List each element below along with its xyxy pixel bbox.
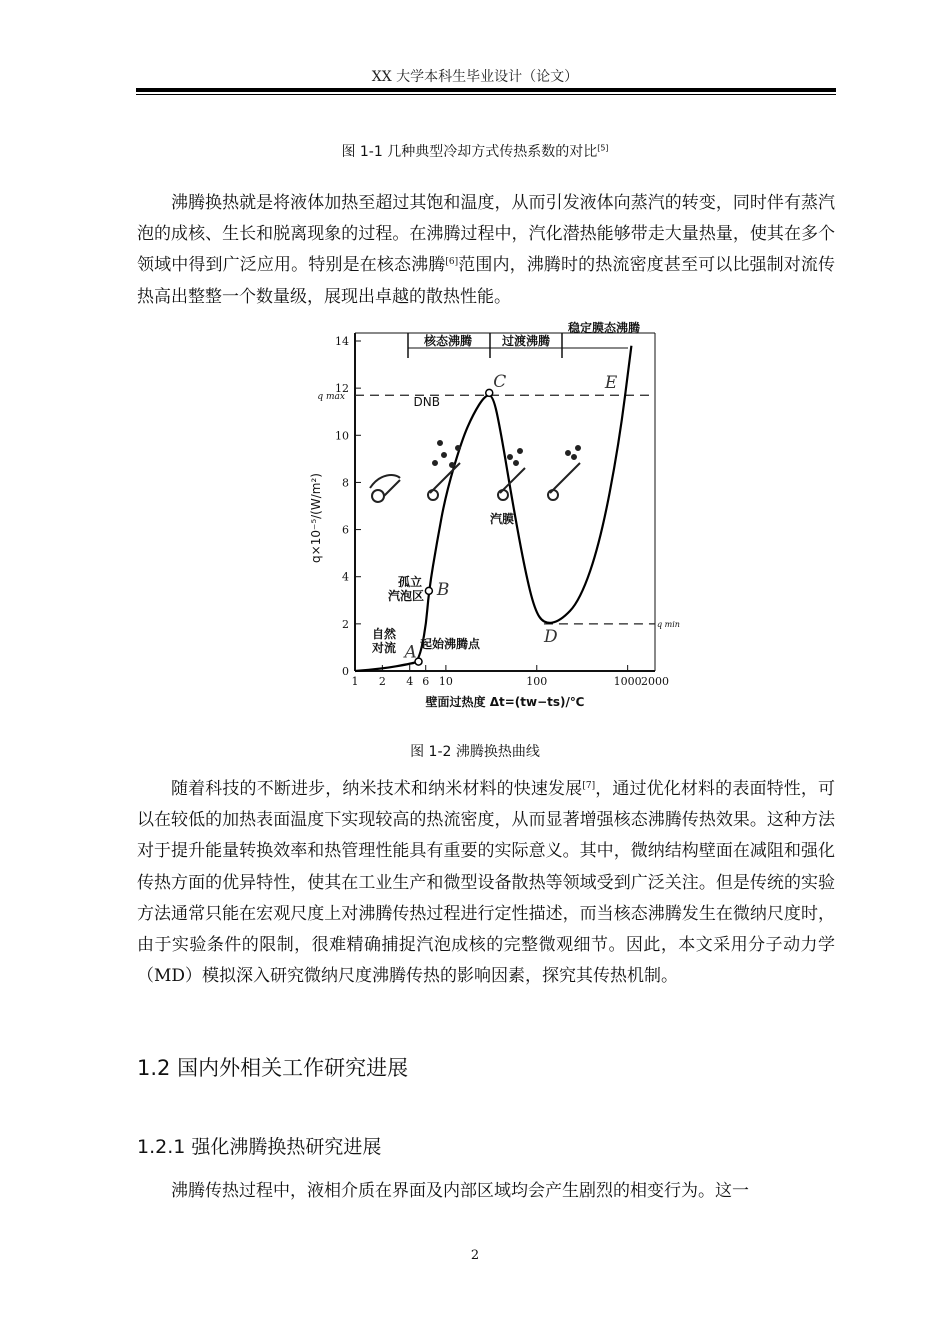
- qmax-label: q max: [317, 392, 345, 403]
- point-label-C: C: [493, 371, 507, 392]
- annotation-dnb: DNB: [413, 395, 440, 409]
- y-tick-label: 10: [335, 429, 349, 443]
- region-bar: [408, 320, 640, 358]
- annotation-onset-boiling: 起始沸腾点: [420, 637, 481, 651]
- region-label-nucleate: 核态沸腾: [423, 334, 473, 348]
- annotation-line: 自然: [372, 627, 397, 641]
- annotation-vapor-film: 汽膜: [490, 512, 515, 526]
- y-tick-label: 12: [335, 382, 349, 396]
- figure-1-1-caption-text: 图 1-1 几种典型冷却方式传热系数的对比: [341, 144, 598, 160]
- figure-1-2-caption: 图 1-2 沸腾换热曲线: [410, 744, 540, 760]
- tube-sketch: [428, 441, 460, 500]
- y-axis-label: q×10⁻⁵/(W/m²): [309, 473, 323, 563]
- x-tick-label: 2: [378, 675, 386, 688]
- header-rule-thin: [136, 94, 836, 95]
- section-heading: 1.2 国内外相关工作研究进展: [137, 1056, 409, 1080]
- x-tick-label: 100: [526, 675, 548, 688]
- paragraph-nano: [137, 774, 835, 992]
- x-tick-label: 4: [406, 675, 414, 688]
- qmin-label: q min: [657, 619, 680, 629]
- paragraph-text: 随着科技的不断进步，纳米技术和纳米材料的快速发展: [171, 779, 583, 799]
- citation: [5]: [597, 143, 609, 153]
- region-label-transition: 过渡沸腾: [501, 334, 551, 348]
- x-axis-label: 壁面过热度 Δt=(tw−ts)/℃: [425, 695, 585, 709]
- header-rule-thick: [136, 88, 836, 92]
- y-tick-label: 14: [335, 335, 349, 348]
- x-tick-label: 6: [422, 675, 430, 688]
- annotation-natural-convection: [371, 626, 397, 655]
- running-header: XX 大学本科生毕业设计（论文）: [371, 69, 579, 85]
- region-label-film: 稳定膜态沸腾: [568, 321, 641, 335]
- boiling-curve-chart: [300, 318, 680, 718]
- page-number: 2: [470, 1248, 480, 1263]
- annotation-isolated-bubbles: [388, 574, 424, 603]
- x-tick-label: 1000: [613, 675, 642, 688]
- annotation-line: 孤立: [398, 575, 423, 589]
- y-tick-label: 8: [342, 476, 349, 490]
- paragraph-text: 沸腾换热就是将液体加热至超过其饱和温度，从而引发液体向蒸汽的转变，同时伴有蒸汽泡的成核、生长和脱离现象的过程。在沸腾过程中，汽化潜热能够带走大量热量，使其在多个领域中得到广泛应用。特别是在核态沸腾: [137, 193, 835, 276]
- tube-sketch: [370, 475, 400, 502]
- boiling-curve-figure: [300, 318, 680, 718]
- point-label-B: B: [436, 579, 450, 600]
- point-label-D: D: [543, 626, 558, 647]
- paragraph-text: 范围内，沸腾时的热流密度甚至可以比强制对流传热高出整整一个数量级，展现出卓越的散热性能。: [137, 255, 836, 307]
- point-C: [486, 389, 493, 396]
- x-tick-label: 2000: [641, 675, 669, 688]
- paragraph-boiling-intro: [137, 188, 835, 313]
- bubble-sketches: [370, 441, 580, 502]
- annotation-line: 汽泡区: [388, 589, 425, 603]
- x-tick-label: 10: [438, 675, 453, 688]
- paragraph-text: ，通过优化材料的表面特性，可以在较低的加热表面温度下实现较高的热流密度，从而显著增强核态沸腾传热效果。这种方法对于提升能量转换效率和热管理性能具有重要的实际意义。其中，微纳结构壁面在减阻和强化传热方面的优异特性，使其在工业生产和微型设备散热等领域受到广泛关注。但是传统的实验方法通常只能在宏观尺度上对沸腾传热过程进行定性描述，而当核态沸腾发生在微纳尺度时，由于实验条件的限制，很难精确捕捉汽泡成核的完整微观细节。因此，本文采用分子动力学（MD）模拟深入研究微纳尺度沸腾传热的影响因素，探究其传热机制。: [137, 779, 836, 987]
- citation: [6]: [445, 257, 459, 268]
- y-tick-label: 0: [342, 665, 349, 678]
- tube-sketch: [548, 446, 580, 500]
- x-tick-label: 1: [351, 675, 359, 688]
- figure-1-1-caption: [0, 141, 950, 161]
- point-label-E: E: [604, 372, 618, 393]
- y-tick-label: 2: [342, 617, 349, 631]
- subsection-heading: 1.2.1 强化沸腾换热研究进展: [137, 1136, 382, 1158]
- citation: [7]: [582, 781, 596, 791]
- paragraph-boiling-process: 沸腾传热过程中，液相介质在界面及内部区域均会产生剧烈的相变行为。这一: [171, 1181, 749, 1201]
- point-B: [425, 587, 432, 594]
- point-label-A: A: [404, 642, 417, 663]
- annotation-line: 对流: [372, 641, 397, 655]
- y-tick-label: 6: [342, 523, 349, 537]
- y-tick-label: 4: [342, 570, 349, 584]
- boiling-curve-line: [355, 346, 631, 671]
